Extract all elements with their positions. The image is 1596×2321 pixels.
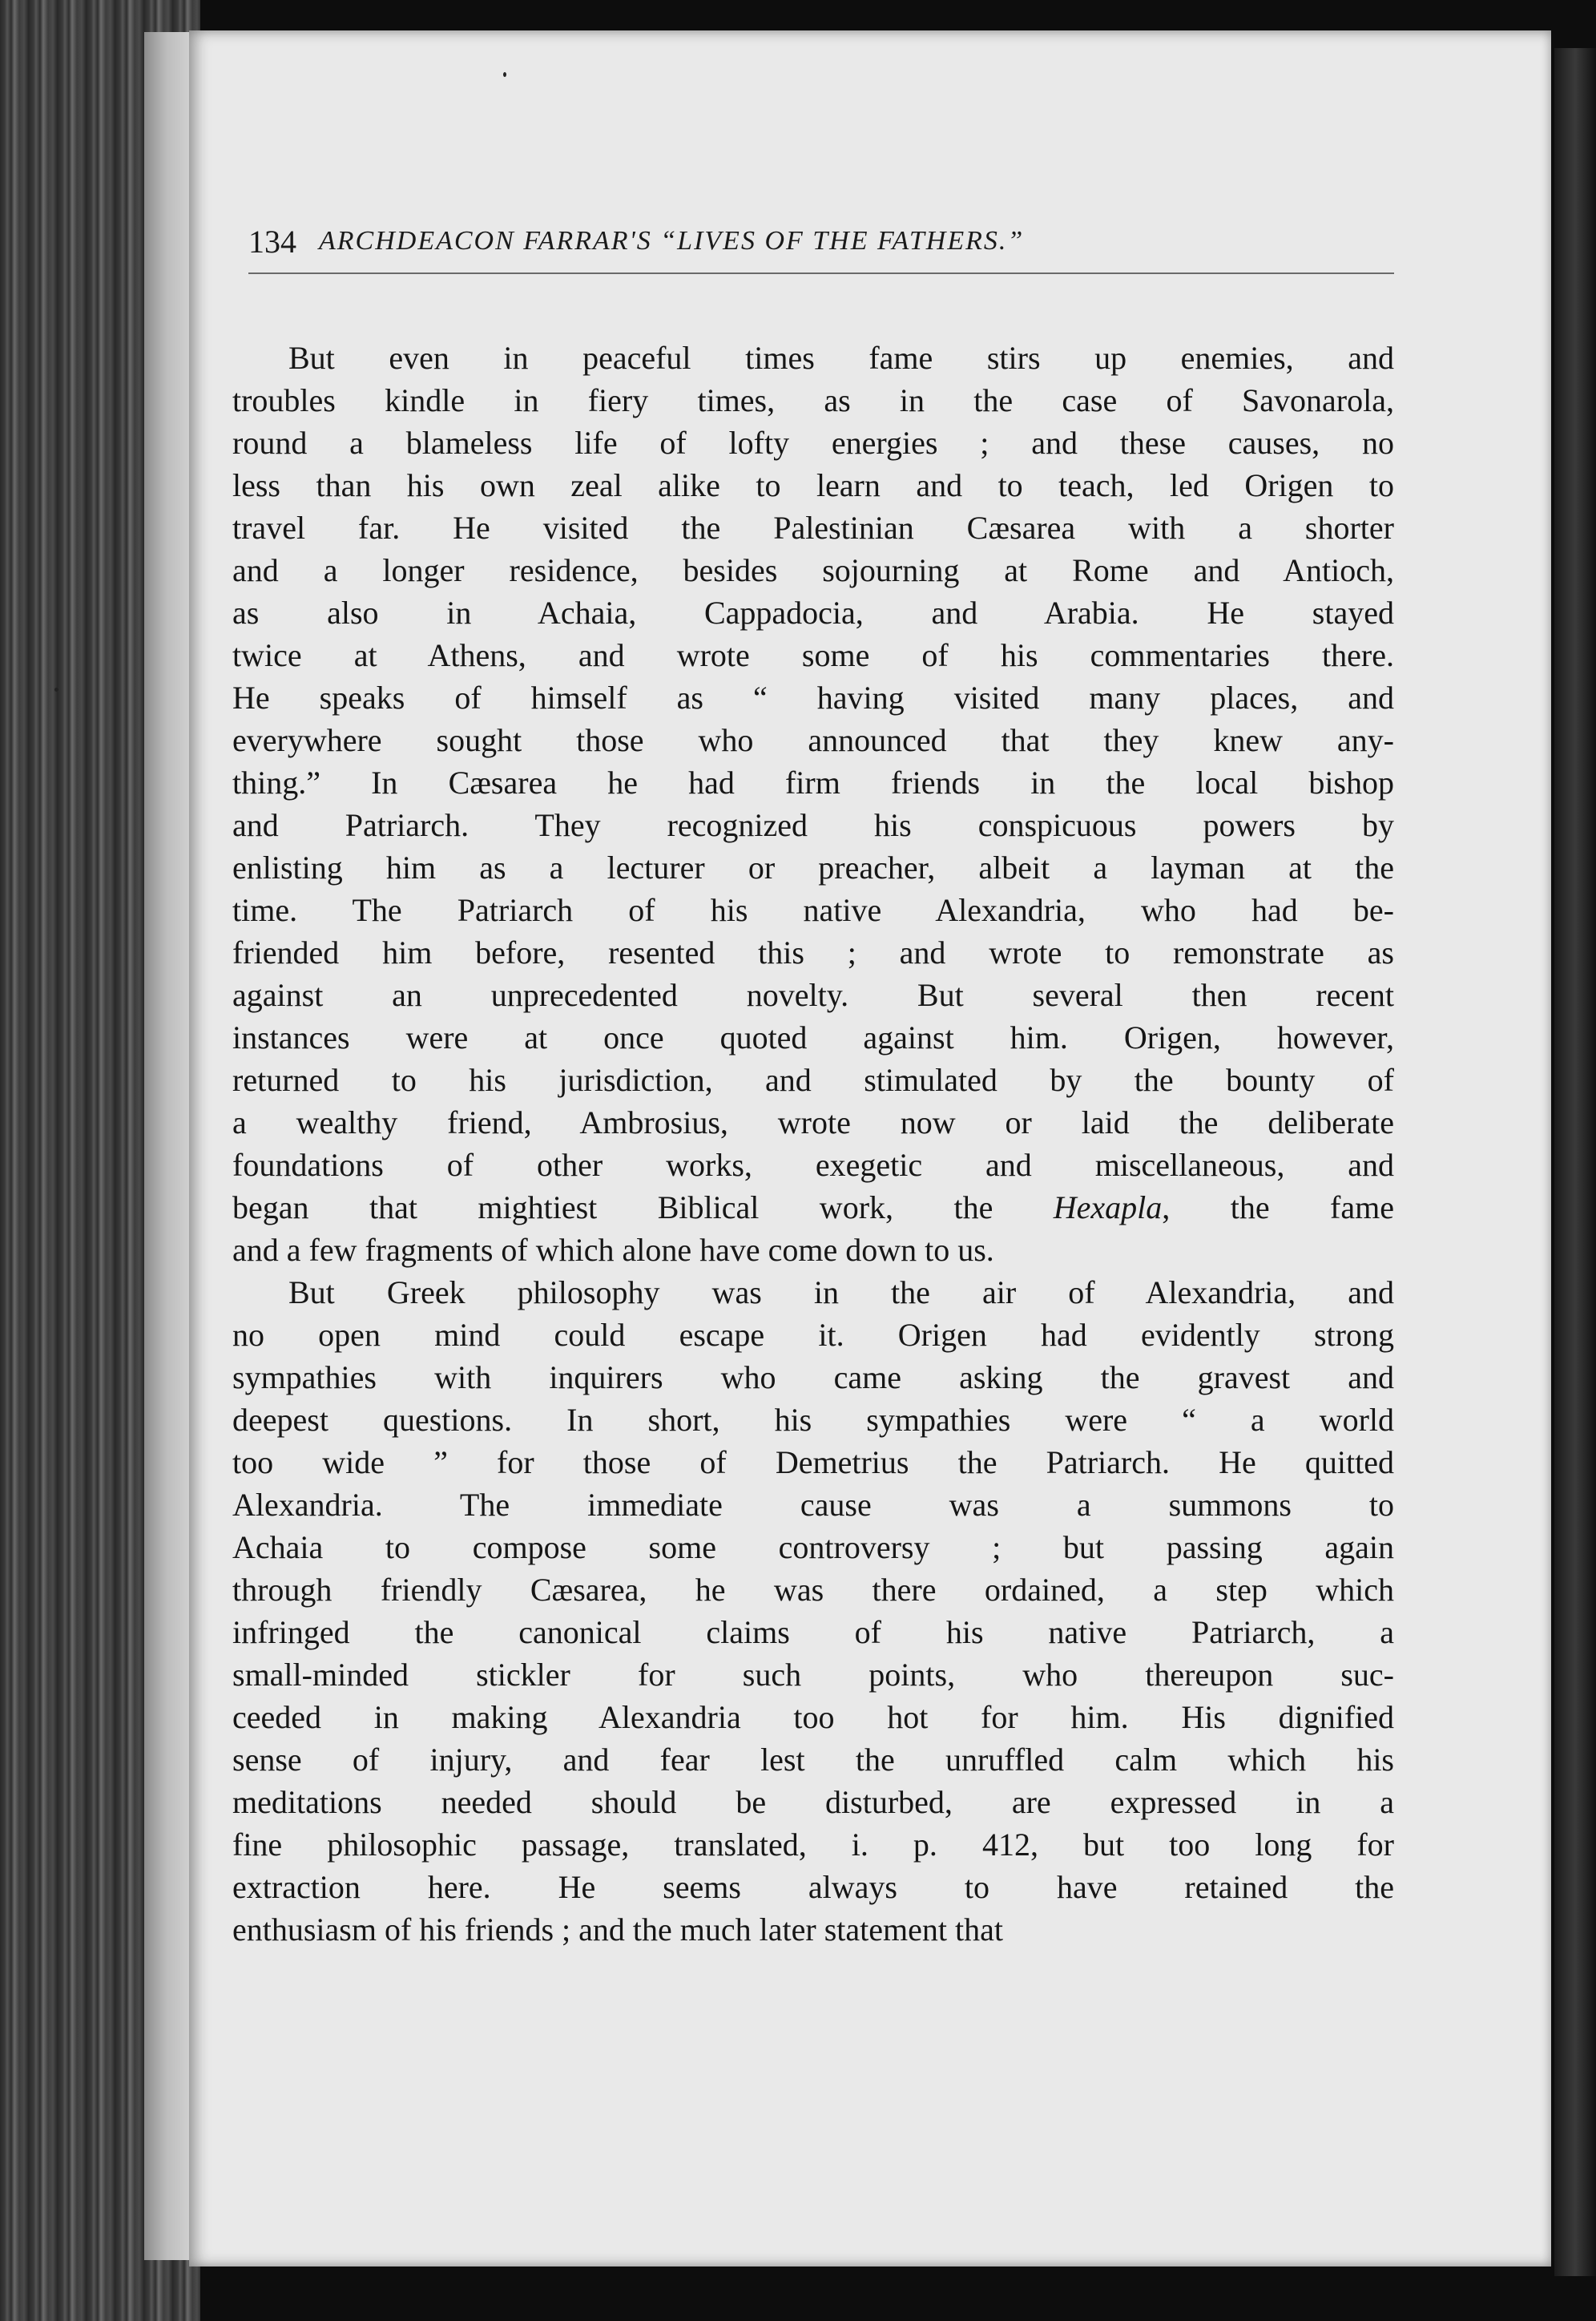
book-cover-edge bbox=[1554, 48, 1596, 2276]
running-header bbox=[248, 216, 1394, 274]
text-line: returned to his jurisdiction, and stimulated by the bounty of bbox=[232, 1062, 1394, 1098]
body-text bbox=[232, 337, 1394, 1951]
text-line: enthusiasm of his friends ; and the much later statement that bbox=[232, 1911, 1003, 1948]
text-line: enlisting him as a lecturer or preacher, albeit a layman at the bbox=[232, 850, 1394, 886]
text-line: less than his own zeal alike to learn and to teach, led Origen to bbox=[232, 467, 1394, 503]
text-line: He speaks of himself as “ having visited many places, and bbox=[232, 680, 1394, 716]
text-line: through friendly Cæsarea, he was there ordained, a step which bbox=[232, 1572, 1394, 1608]
text-line: twice at Athens, and wrote some of his commentaries there. bbox=[232, 637, 1394, 673]
paragraph-1 bbox=[232, 337, 1394, 1271]
italic-title: Hexapla bbox=[1053, 1189, 1163, 1225]
text-line: sense of injury, and fear lest the unruffled calm which his bbox=[232, 1742, 1394, 1778]
text-line: But even in peaceful times fame stirs up enemies, and bbox=[288, 340, 1394, 376]
text-line: began that mightiest Biblical work, the Hexapla, the fame bbox=[232, 1189, 1394, 1225]
text-line: everywhere sought those who announced that they knew any- bbox=[232, 722, 1394, 758]
text-line: as also in Achaia, Cappadocia, and Arabia. He stayed bbox=[232, 595, 1394, 631]
text-line: thing.” In Cæsarea he had firm friends in the local bishop bbox=[232, 765, 1394, 801]
text-line: fine philosophic passage, translated, i. p. 412, but too long for bbox=[232, 1827, 1394, 1863]
text-line: and Patriarch. They recognized his conspicuous powers by bbox=[232, 807, 1394, 843]
text-line: no open mind could escape it. Origen had evidently strong bbox=[232, 1317, 1394, 1353]
text-line: Alexandria. The immediate cause was a summons to bbox=[232, 1487, 1394, 1523]
text-line: small-minded stickler for such points, who thereupon suc- bbox=[232, 1657, 1394, 1693]
text-line: troubles kindle in fiery times, as in the case of Savonarola, bbox=[232, 382, 1394, 418]
text-line: round a blameless life of lofty energies ; and these causes, no bbox=[232, 425, 1394, 461]
text-line: foundations of other works, exegetic and miscellaneous, and bbox=[232, 1147, 1394, 1183]
text-line: and a longer residence, besides sojourning at Rome and Antioch, bbox=[232, 552, 1394, 588]
text-line: ceeded in making Alexandria too hot for him. His dignified bbox=[232, 1699, 1394, 1735]
page-number: 134 bbox=[248, 224, 296, 260]
text-line: and a few fragments of which alone have come down to us. bbox=[232, 1232, 994, 1268]
running-title: ARCHDEACON FARRAR'S “LIVES OF THE FATHERS.” bbox=[319, 226, 1025, 256]
text-line: time. The Patriarch of his native Alexandria, who had be- bbox=[232, 892, 1394, 928]
text-line: Achaia to compose some controversy ; but passing again bbox=[232, 1529, 1394, 1565]
paragraph-2 bbox=[232, 1271, 1394, 1951]
ink-speck bbox=[503, 72, 506, 77]
text-line: against an unprecedented novelty. But several then recent bbox=[232, 977, 1394, 1013]
text-line: a wealthy friend, Ambrosius, wrote now or laid the deliberate bbox=[232, 1104, 1394, 1140]
text-line: meditations needed should be disturbed, are expressed in a bbox=[232, 1784, 1394, 1820]
text-line: extraction here. He seems always to have retained the bbox=[232, 1869, 1394, 1905]
ink-speck bbox=[54, 688, 58, 692]
text-line: friended him before, resented this ; and wrote to remonstrate as bbox=[232, 934, 1394, 971]
book-page-edges bbox=[0, 0, 200, 2321]
text-line: too wide ” for those of Demetrius the Patriarch. He quitted bbox=[232, 1444, 1394, 1480]
text-line: instances were at once quoted against him. Origen, however, bbox=[232, 1019, 1394, 1056]
text-line: deepest questions. In short, his sympathies were “ a world bbox=[232, 1402, 1394, 1438]
text-line: But Greek philosophy was in the air of Alexandria, and bbox=[288, 1274, 1394, 1310]
text-line: travel far. He visited the Palestinian Cæsarea with a shorter bbox=[232, 510, 1394, 546]
text-line: infringed the canonical claims of his native Patriarch, a bbox=[232, 1614, 1394, 1650]
text-line: sympathies with inquirers who came asking the gravest and bbox=[232, 1359, 1394, 1395]
